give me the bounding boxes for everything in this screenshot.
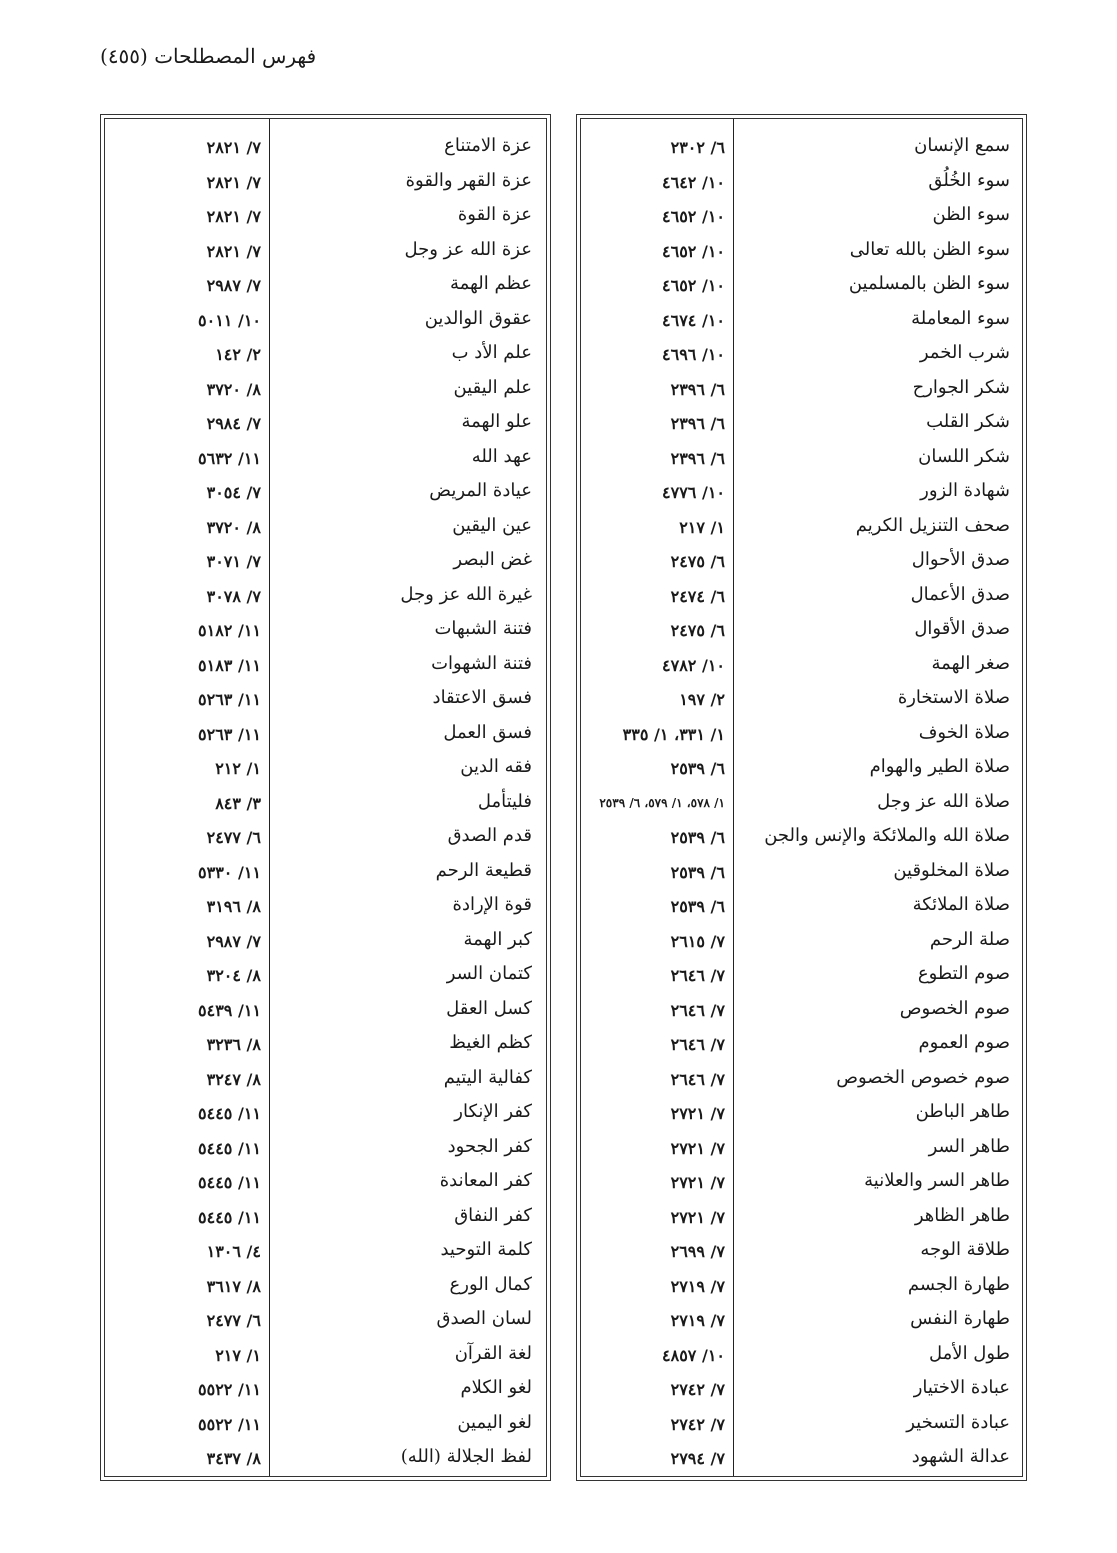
entry-term: غيرة الله عز وجل [400,583,532,605]
entry-reference: ٧/ ٢٧٩٤ [670,1449,725,1468]
entry-term: طول الأمل [929,1342,1010,1364]
entry-reference: ٦/ ٢٥٣٩ [670,828,725,847]
index-entry [581,375,1022,410]
entry-reference: ١١/ ٥٤٤٥ [198,1104,261,1123]
entry-term: عزة الامتناع [444,135,532,156]
entry-term: عهد الله [471,445,532,467]
index-entry [581,616,1022,651]
index-entry [581,1203,1022,1238]
entry-term: كفر النفاق [454,1204,532,1226]
entry-term: فتنة الشهوات [431,652,532,674]
entry-reference: ٦/ ٢٤٧٥ [670,621,725,640]
index-entry [105,651,546,686]
entry-term: كفالية اليتيم [443,1066,532,1088]
entry-reference: ٧/ ٢٧٢١ [670,1207,725,1227]
entry-reference: ٦/ ٢٤٧٤ [670,586,725,606]
entry-term: طاهر السر [928,1135,1010,1157]
entry-reference: ١٠/ ٤٦٤٢ [662,172,725,192]
index-entry [105,1134,546,1169]
entry-term: علو الهمة [461,411,532,432]
index-entry [581,444,1022,479]
entry-term: صلاة الخوف [918,721,1010,743]
entry-term: عزة الله عز وجل [404,238,532,260]
entry-term: عبادة الاختيار [913,1377,1010,1398]
entry-reference: ٧/ ٢٧٢١ [670,1138,725,1158]
entry-term: سوء الخُلُق [928,169,1010,191]
index-entry [105,1203,546,1238]
entry-reference: ١١/ ٥٤٤٥ [198,1207,261,1227]
entry-reference: ١/ ٣٣١، ١/ ٣٣٥ [622,724,725,744]
index-entry [581,720,1022,755]
index-entry [105,444,546,479]
entry-reference: ١٠/ ٤٦٧٤ [662,310,725,330]
entry-reference: ١١/ ٥٤٤٥ [198,1173,261,1192]
entry-term: صوم الخصوص [899,997,1010,1019]
entry-term: شهادة الزور [920,480,1010,501]
index-entry [581,478,1022,513]
index-entry [581,927,1022,962]
entry-term: شكر القلب [926,411,1010,432]
entry-reference: ١٠/ ٤٦٥٢ [662,276,725,295]
index-entry [105,823,546,858]
index-entry [581,582,1022,617]
entry-term: كفر الإنكار [454,1101,532,1122]
entry-term: سوء الظن بالمسلمين [848,273,1010,294]
entry-reference: ٦/ ٢٥٣٩ [670,862,725,882]
entry-reference: ١١/ ٥٤٤٥ [198,1138,261,1158]
entry-term: فقه الدين [460,756,532,777]
entry-reference: ٧/ ٢٦٤٦ [670,966,725,985]
index-entry [581,754,1022,789]
entry-term: كسل العقل [446,997,532,1019]
entry-term: صلاة الملائكة [912,894,1010,915]
index-entry [105,1237,546,1272]
entry-term: صغر الهمة [931,652,1010,674]
index-entry [581,168,1022,203]
entry-reference: ٨/ ٣١٩٦ [206,897,261,916]
index-entry [105,133,546,168]
entry-reference: ٧/ ٢٨٢١ [206,172,261,192]
index-entry [105,375,546,410]
entry-reference: ١/ ٥٧٨، ١/ ٥٧٩، ٦/ ٢٥٣٩ [599,795,725,810]
index-entry [105,340,546,375]
index-entry [105,1306,546,1341]
index-entry [105,754,546,789]
entry-term: قدم الصدق [447,825,532,846]
entry-term: لفظ الجلالة (الله) [400,1446,532,1467]
entry-term: سوء المعاملة [911,307,1010,329]
entry-reference: ١١/ ٥٥٢٢ [198,1380,261,1399]
entry-reference: ١٠/ ٤٨٥٧ [662,1345,725,1365]
entry-term: صلة الرحم [929,928,1010,950]
entry-reference: ٧/ ٢٦٤٦ [670,1000,725,1020]
entry-reference: ١١/ ٥١٨٢ [198,621,261,640]
entry-reference: ١٠/ ٥٠١١ [198,310,261,330]
entry-term: صلاة الله والملائكة والإنس والجن [764,825,1010,846]
entry-reference: ٧/ ٣٠٧١ [206,552,261,571]
entry-term: صلاة الاستخارة [897,687,1010,708]
entry-reference: ٧/ ٣٠٧٨ [206,586,261,606]
entry-term: صحف التنزيل الكريم [855,514,1010,536]
index-entry [105,892,546,927]
index-table-right [576,114,1027,1481]
index-entry [581,271,1022,306]
entry-reference: ٦/ ٢٥٣٩ [670,759,725,778]
entry-reference: ١/ ٢١٧ [679,517,725,537]
index-entry [581,789,1022,824]
page-header: فهرس المصطلحات (٤٥٥) [100,44,317,68]
index-entry [105,1410,546,1445]
index-entry [105,237,546,272]
entry-reference: ٧/ ٢٧٤٢ [670,1380,725,1399]
entry-term: فتنة الشبهات [434,618,532,639]
entry-reference: ٨/ ٣٢٠٤ [206,966,261,985]
entry-reference: ٧/ ٢٧١٩ [670,1276,725,1296]
entry-term: عزة القوة [457,204,532,225]
entry-term: لغو اليمين [457,1411,532,1433]
index-entry [105,547,546,582]
entry-reference: ٦/ ٢٤٧٥ [670,552,725,571]
entry-reference: ٧/ ٢٨٢١ [206,241,261,261]
entry-reference: ٧/ ٢٧١٩ [670,1311,725,1330]
index-entry [105,858,546,893]
entry-term: صوم خصوص الخصوص [836,1066,1010,1088]
entry-term: شرب الخمر [919,342,1010,363]
entry-term: شكر الجوارح [912,376,1010,398]
entry-term: صلاة الله عز وجل [877,790,1010,812]
entry-term: صوم التطوع [917,963,1010,984]
entry-reference: ٦/ ٢٥٣٩ [670,897,725,916]
index-entry [105,789,546,824]
entry-term: عظم الهمة [449,273,532,294]
index-entry [581,513,1022,548]
entry-term: صلاة الطير والهوام [869,756,1010,777]
index-entry [581,547,1022,582]
index-entry [581,892,1022,927]
entry-reference: ١/ ٢١٧ [215,1345,261,1365]
entry-reference: ١١/ ٥٢٦٣ [198,690,261,709]
index-rows-right [581,133,1022,1479]
entry-term: سوء الظن [932,204,1010,225]
entry-reference: ٧/ ٢٩٨٤ [206,414,261,433]
index-entry [105,1168,546,1203]
entry-reference: ٧/ ٢٧٤٢ [670,1414,725,1434]
index-entry [581,340,1022,375]
entry-reference: ٨/ ٣٢٣٦ [206,1035,261,1054]
index-entry [581,1030,1022,1065]
entry-reference: ٦/ ٢٣٩٦ [670,448,725,468]
index-entry [581,858,1022,893]
entry-reference: ١١/ ٥١٨٣ [198,655,261,675]
entry-term: صلاة المخلوقين [893,859,1010,881]
index-entry [581,237,1022,272]
entry-reference: ١٠/ ٤٦٥٢ [662,207,725,226]
index-entry [105,927,546,962]
index-entry [581,133,1022,168]
index-entry [581,1099,1022,1134]
entry-term: فسق العمل [443,721,532,743]
entry-term: علم اليقين [453,376,532,398]
index-entry [581,1237,1022,1272]
entry-term: عزة القهر والقوة [405,169,532,191]
entry-reference: ١١/ ٥٢٦٣ [198,724,261,744]
entry-term: كتمان السر [446,963,532,984]
entry-reference: ٧/ ٢٦٩٩ [670,1242,725,1261]
index-entry [581,306,1022,341]
index-entry [105,1099,546,1134]
entry-reference: ٨/ ٣٤٣٧ [206,1449,261,1468]
entry-term: طاهر السر والعلانية [864,1170,1010,1191]
entry-reference: ٨/ ٣٧٢٠ [206,517,261,537]
entry-reference: ٢/ ١٤٢ [215,345,261,364]
entry-term: كفر المعاندة [439,1170,532,1191]
entry-term: كلمة التوحيد [440,1239,532,1260]
entry-term: صوم العموم [918,1032,1010,1053]
entry-reference: ٦/ ٢٣٩٦ [670,379,725,399]
entry-reference: ١١/ ٥٦٣٢ [198,448,261,468]
index-entry [581,823,1022,858]
entry-reference: ٧/ ٢٧٢١ [670,1173,725,1192]
entry-reference: ٧/ ٢٦١٥ [670,931,725,951]
index-entry [105,616,546,651]
index-entry [105,306,546,341]
index-entry [105,1065,546,1100]
index-entry [581,961,1022,996]
entry-term: طهارة النفس [910,1308,1010,1329]
entry-term: طاهر الظاهر [914,1204,1010,1226]
entry-term: طاهر الباطن [915,1101,1010,1122]
index-entry [105,409,546,444]
entry-reference: ٦/ ٢٣٠٢ [670,138,725,157]
entry-term: صدق الأعمال [910,583,1010,605]
entry-term: طلاقة الوجه [920,1239,1010,1260]
index-entry [105,720,546,755]
index-entry [105,1272,546,1307]
entry-reference: ١٠/ ٤٦٩٦ [662,345,725,364]
index-entry [105,478,546,513]
entry-reference: ٧/ ٢٩٨٧ [206,276,261,295]
entry-term: لغة القرآن [454,1342,532,1364]
entry-term: سوء الظن بالله تعالى [849,238,1010,260]
entry-term: صدق الأقوال [914,618,1010,639]
index-entry [105,996,546,1031]
entry-term: كفر الجحود [447,1135,532,1157]
entry-reference: ٢/ ١٩٧ [679,690,725,709]
entry-term: عدالة الشهود [911,1446,1010,1467]
entry-reference: ٦/ ٢٣٩٦ [670,414,725,433]
entry-term: كظم الغيظ [449,1032,532,1053]
index-entry [581,1168,1022,1203]
entry-term: فليتأمل [477,790,532,812]
entry-reference: ٧/ ٢٧٢١ [670,1104,725,1123]
index-entry [105,1341,546,1376]
entry-reference: ١٠/ ٤٧٨٢ [662,655,725,675]
entry-term: عين اليقين [452,514,532,536]
index-entry [581,1134,1022,1169]
entry-reference: ٨/ ٣٢٤٧ [206,1069,261,1089]
entry-term: لسان الصدق [436,1308,532,1329]
index-entry [105,961,546,996]
entry-term: لغو الكلام [460,1377,532,1398]
entry-term: عبادة التسخير [906,1411,1010,1433]
index-entry [105,168,546,203]
index-entry [105,271,546,306]
index-entry [581,1341,1022,1376]
entry-reference: ٤/ ١٣٠٦ [206,1242,261,1261]
entry-reference: ٧/ ٣٠٥٤ [206,483,261,502]
index-entry [581,1375,1022,1410]
index-rows-left [105,133,546,1479]
index-table-left [100,114,551,1481]
index-entry [581,996,1022,1031]
index-entry [581,1410,1022,1445]
index-entry [581,1306,1022,1341]
entry-reference: ٧/ ٢٨٢١ [206,207,261,226]
entry-term: كمال الورع [449,1273,532,1295]
entry-reference: ١/ ٢١٢ [215,759,261,778]
entry-term: شكر اللسان [918,445,1010,467]
entry-reference: ٣/ ٨٤٣ [215,793,261,813]
entry-term: طهارة الجسم [907,1273,1010,1295]
entry-reference: ١١/ ٥٣٣٠ [198,862,261,882]
index-entry [105,685,546,720]
entry-term: قطيعة الرحم [435,859,532,881]
entry-term: غض البصر [453,549,532,570]
entry-reference: ٧/ ٢٦٤٦ [670,1035,725,1054]
entry-reference: ١١/ ٥٤٣٩ [198,1000,261,1020]
index-entry [105,582,546,617]
index-entry [105,1030,546,1065]
index-entry [581,409,1022,444]
index-entry [581,1065,1022,1100]
index-entry [581,651,1022,686]
index-entry [105,513,546,548]
entry-reference: ١٠/ ٤٦٥٢ [662,241,725,261]
entry-term: علم الأد ب [451,342,532,363]
entry-term: كبر الهمة [463,928,532,950]
entry-term: عقوق الوالدين [424,307,532,329]
entry-reference: ١١/ ٥٥٢٢ [198,1414,261,1434]
entry-term: عيادة المريض [429,480,532,501]
entry-reference: ٦/ ٢٤٧٧ [206,1311,261,1330]
index-entry [581,202,1022,237]
entry-reference: ٧/ ٢٩٨٧ [206,931,261,951]
entry-term: قوة الإرادة [452,894,532,915]
entry-reference: ٦/ ٢٤٧٧ [206,828,261,847]
index-entry [105,202,546,237]
entry-reference: ١٠/ ٤٧٧٦ [662,483,725,502]
entry-term: صدق الأحوال [911,549,1010,570]
index-entry [581,1444,1022,1479]
index-entry [105,1444,546,1479]
index-entry [581,1272,1022,1307]
index-entry [581,685,1022,720]
entry-reference: ٧/ ٢٨٢١ [206,138,261,157]
entry-reference: ٨/ ٣٧٢٠ [206,379,261,399]
entry-term: سمع الإنسان [914,135,1010,156]
index-entry [105,1375,546,1410]
entry-reference: ٧/ ٢٦٤٦ [670,1069,725,1089]
entry-term: فسق الاعتقاد [432,687,532,708]
entry-reference: ٨/ ٣٦١٧ [206,1276,261,1296]
